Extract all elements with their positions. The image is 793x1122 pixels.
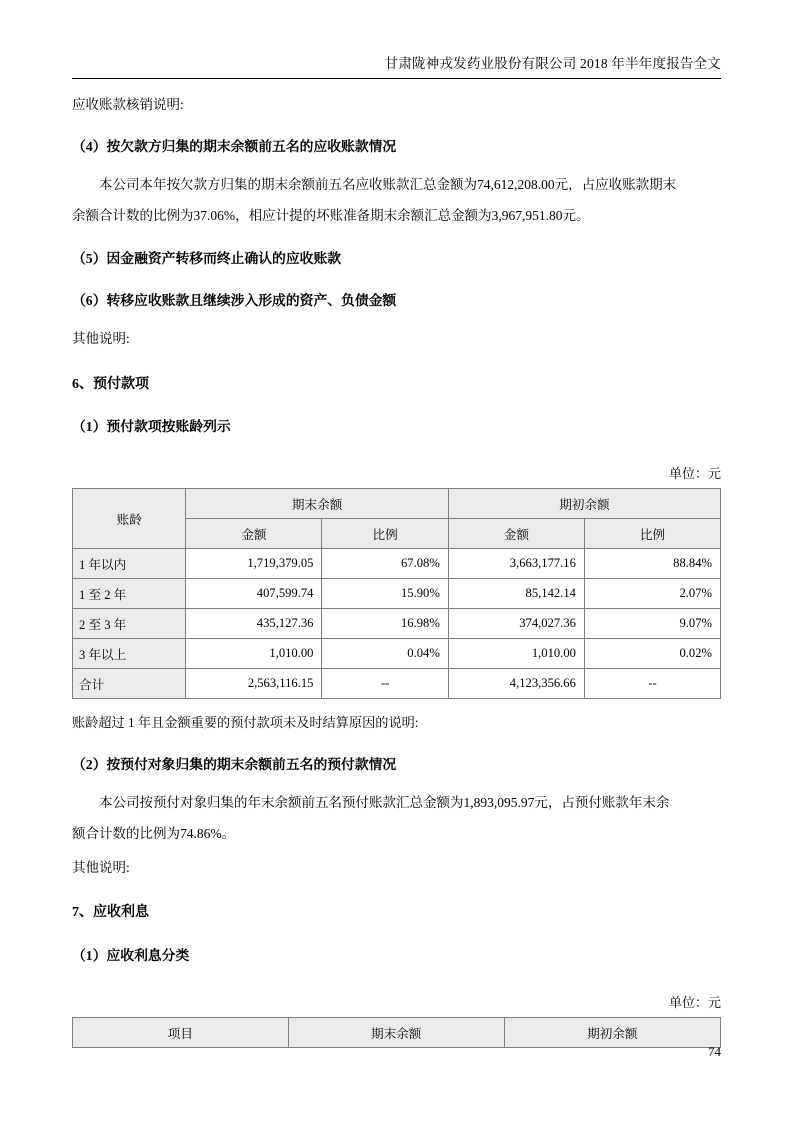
paragraph-6-2-line-1: 本公司按预付对象归集的年末余额前五名预付账款汇总金额为1,893,095.97元，占预付账款年末余 [99, 795, 670, 811]
writeoff-note: 应收账款核销说明: [72, 97, 184, 112]
row-label: 1 年以内 [73, 549, 186, 579]
cell-end-amount: 1,719,379.05 [186, 549, 322, 579]
interest-receivable-table [72, 1017, 721, 1048]
cell-begin-amount: 3,663,177.16 [448, 549, 584, 579]
header-divider [72, 78, 721, 79]
page-content [72, 52, 721, 1048]
th-end-ratio: 比例 [322, 519, 448, 549]
th-item: 项目 [73, 1018, 289, 1048]
table-row [73, 609, 721, 639]
cell-begin-amount: 4,123,356.66 [448, 669, 584, 699]
section-heading-6: 6、预付款项 [72, 376, 149, 392]
heading-6-2: （2）按预付对象归集的期末余额前五名的预付款情况 [72, 757, 397, 773]
cell-end-amount: 1,010.00 [186, 639, 322, 669]
th-end-balance: 期末余额 [186, 489, 448, 519]
table-row-total [73, 669, 721, 699]
cell-begin-ratio: -- [584, 669, 720, 699]
table-row [73, 639, 721, 669]
cell-end-ratio: 15.90% [322, 579, 448, 609]
row-label: 1 至 2 年 [73, 579, 186, 609]
cell-end-amount: 407,599.74 [186, 579, 322, 609]
paragraph-4-line-2: 余额合计数的比例为37.06%，相应计提的坏账准备期末余额汇总金额为3,967,951.80元。 [72, 207, 590, 223]
cell-end-ratio: -- [322, 669, 448, 699]
cell-end-ratio: 67.08% [322, 549, 448, 579]
page-number: 74 [708, 1044, 721, 1059]
table-row [73, 549, 721, 579]
paragraph-6-2-line-2: 额合计数的比例为74.86%。 [72, 826, 236, 842]
prepaid-aging-table [72, 488, 721, 699]
cell-end-amount: 2,563,116.15 [186, 669, 322, 699]
heading-4: （4）按欠款方归集的期末余额前五名的应收账款情况 [72, 138, 397, 154]
th-aging: 账龄 [73, 489, 186, 549]
cell-begin-amount: 374,027.36 [448, 609, 584, 639]
th-begin-amount: 金额 [448, 519, 584, 549]
heading-6: （6）转移应收账款且继续涉入形成的资产、负债金额 [72, 292, 397, 308]
cell-begin-ratio: 2.07% [584, 579, 720, 609]
cell-end-amount: 435,127.36 [186, 609, 322, 639]
section-heading-7: 7、应收利息 [72, 905, 149, 921]
table-header-row [73, 1018, 721, 1048]
unit-label-2: 单位：元 [668, 995, 721, 1011]
th-begin-balance: 期初余额 [448, 489, 720, 519]
cell-begin-ratio: 9.07% [584, 609, 720, 639]
heading-7-1: （1）应收利息分类 [72, 947, 190, 963]
paragraph-4-line-1: 本公司本年按欠款方归集的期末余额前五名应收账款汇总金额为74,612,208.00元，占应收账款期末 [99, 176, 677, 192]
th-begin-balance: 期初余额 [504, 1018, 720, 1048]
th-end-balance: 期末余额 [288, 1018, 504, 1048]
aging-explanation-note: 账龄超过 1 年且金额重要的预付款项未及时结算原因的说明: [72, 715, 419, 731]
table-header-row-top [73, 489, 721, 519]
other-note-2: 其他说明: [72, 859, 130, 875]
cell-end-ratio: 16.98% [322, 609, 448, 639]
table-row [73, 579, 721, 609]
row-label: 3 年以上 [73, 639, 186, 669]
row-label: 合计 [73, 669, 186, 699]
row-label: 2 至 3 年 [73, 609, 186, 639]
heading-5: （5）因金融资产转移而终止确认的应收账款 [72, 250, 342, 266]
th-end-amount: 金额 [186, 519, 322, 549]
other-note-1: 其他说明: [72, 330, 130, 346]
unit-label-1: 单位：元 [668, 466, 721, 482]
cell-begin-amount: 85,142.14 [448, 579, 584, 609]
cell-end-ratio: 0.04% [322, 639, 448, 669]
cell-begin-ratio: 88.84% [584, 549, 720, 579]
heading-6-1: （1）预付款项按账龄列示 [72, 419, 231, 435]
cell-begin-amount: 1,010.00 [448, 639, 584, 669]
page-header-text: 甘肃陇神戎发药业股份有限公司 2018 年半年度报告全文 [384, 56, 721, 71]
cell-begin-ratio: 0.02% [584, 639, 720, 669]
th-begin-ratio: 比例 [584, 519, 720, 549]
